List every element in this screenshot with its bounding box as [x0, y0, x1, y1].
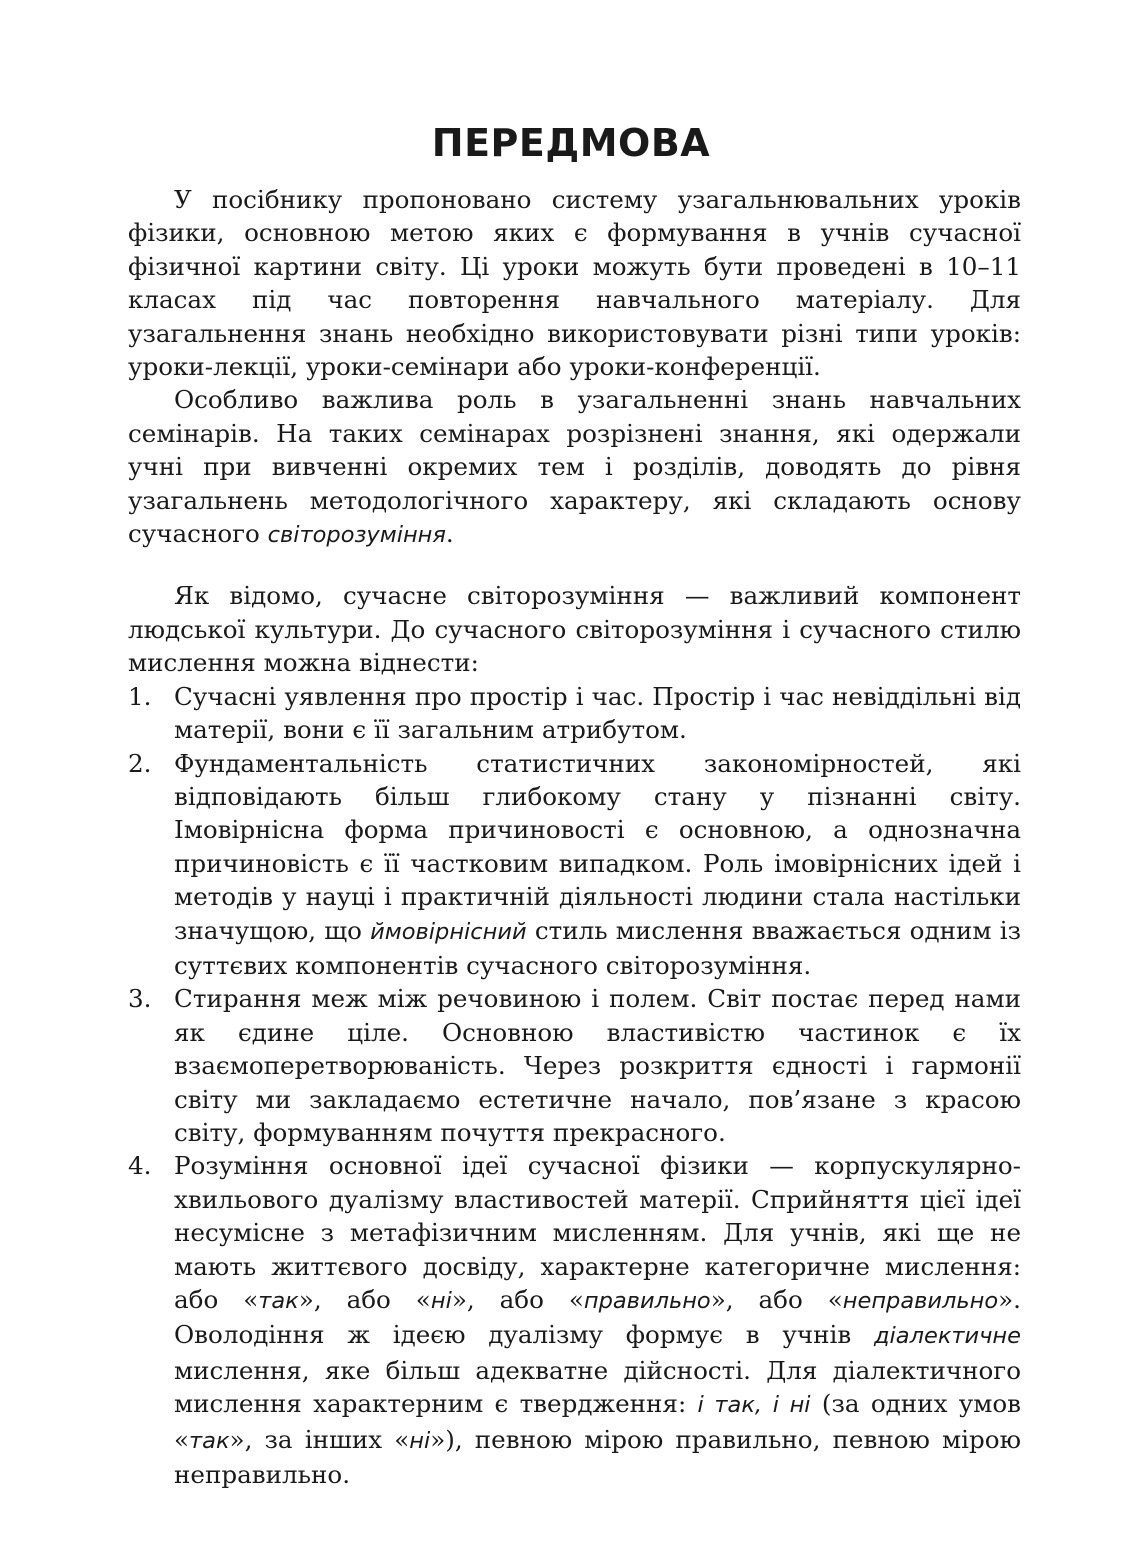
list-item-text: Стирання меж між речовиною і полем. Світ постає перед нами як єдине ціле. Основною властивістю частинок є їх взаємоперетворюваність. Через розкриття єдності і гармонії світу ми закладаємо естетичне начало, пов’язане з красою світу, формуванням почуття прекрасного.: [174, 984, 1021, 1147]
paragraph-seminars-end: .: [445, 519, 454, 549]
list-item-text: Сучасні уявлення про простір і час. Простір і час невіддільні від матерії, вони є її загальним атрибутом.: [174, 681, 1021, 745]
emphasis-worldview: світорозуміння: [267, 522, 446, 549]
emphasis-no: ні: [430, 1288, 452, 1314]
paragraph-seminars-text: Особливо важлива роль в узагальненні знань навчальних семінарів. На таких семінарах розрізнені знання, які одержали учні при вивченні окремих тем і розділів, доводять до рівня узагальнень методологічного характеру, які складають основу сучасного: [128, 385, 1021, 549]
emphasis-probabilistic: ймовірнісний: [370, 918, 527, 945]
list-item: [128, 680, 1021, 747]
paragraph-seminars: [128, 383, 1021, 552]
paragraph-intro-text: У посібнику пропоновано систему узагальнювальних уроків фізики, основною метою яких є формування в учнів сучасної фізичної картини світу. Ці уроки можуть бути проведені в 10–11 класах під час повторення навчального матеріалу. Для узагальнення знань необхідно використовувати різні типи уроків: уроки-лекції, уроки-семінари або уроки-конференції.: [128, 185, 1021, 382]
emphasis-yes: так: [189, 1427, 230, 1454]
paragraph-intro: [128, 183, 1021, 383]
list-item-text: Розуміння основної ідеї сучасної фізики — корпускулярно-хвильового дуалізму властивостей матерії. Сприйняття цієї ідеї несумісне з метафізичним мисленням. Для учнів, які ще не мають життєвого досвіду, характерне категоричне мислення: або «: [174, 1151, 1021, 1314]
list-item-text: ». Оволодіння ж ідеєю дуалізму формує в учнів: [174, 1285, 1021, 1350]
list-item-text: », або «: [451, 1285, 584, 1314]
list-item-text: (за одних умов «: [174, 1389, 1021, 1454]
list-item-text-end: стиль мислення вважається одним із суттєвих компонентів сучасного світорозуміння.: [174, 915, 1021, 980]
list-item-text: мислення, яке більш адекватне дійсності. Для діалектичного мислення характерним є твердження:: [174, 1355, 1021, 1419]
list-item-text: », або «: [710, 1285, 843, 1314]
list-item-number: 3.: [128, 984, 152, 1014]
numbered-list: [128, 680, 1021, 1492]
paragraph-list-intro: [128, 579, 1021, 679]
list-item-text: », або «: [298, 1285, 431, 1314]
list-item: [128, 1149, 1021, 1491]
list-item-text: Фундаментальність статистичних закономірностей, які відповідають більш глибокому стану у пізнанні світу. Імовірнісна форма причиновості є основною, а однозначна причиновість є її частковим випадком. Роль імовірнісних ідей і методів у науці і практичній діяльності людини стала настільки значущою, що: [174, 748, 1021, 945]
list-item-text: », за інших «: [229, 1424, 410, 1454]
list-item-number: 1.: [128, 681, 152, 711]
body-text: [128, 183, 1021, 1491]
list-item-text-end: »), певною мірою правильно, певною мірою неправильно.: [174, 1424, 1021, 1490]
page-title: ПЕРЕДМОВА: [431, 121, 711, 165]
paragraph-list-intro-text: Як відомо, сучасне світорозуміння — важливий компонент людської культури. До сучасного світорозуміння і сучасного стилю мислення можна віднести:: [128, 581, 1021, 678]
emphasis-no: ні: [409, 1427, 431, 1454]
emphasis-incorrect: неправильно: [842, 1288, 999, 1314]
emphasis-yes: так: [258, 1288, 299, 1314]
emphasis-dialectical: діалектичне: [874, 1323, 1021, 1350]
list-item: [128, 982, 1021, 1149]
emphasis-correct: правильно: [583, 1288, 711, 1314]
list-item-number: 2.: [128, 748, 152, 778]
list-item: [128, 747, 1021, 983]
list-item-number: 4.: [128, 1151, 152, 1181]
emphasis-yes-and-no: і так, і ні: [697, 1392, 811, 1419]
